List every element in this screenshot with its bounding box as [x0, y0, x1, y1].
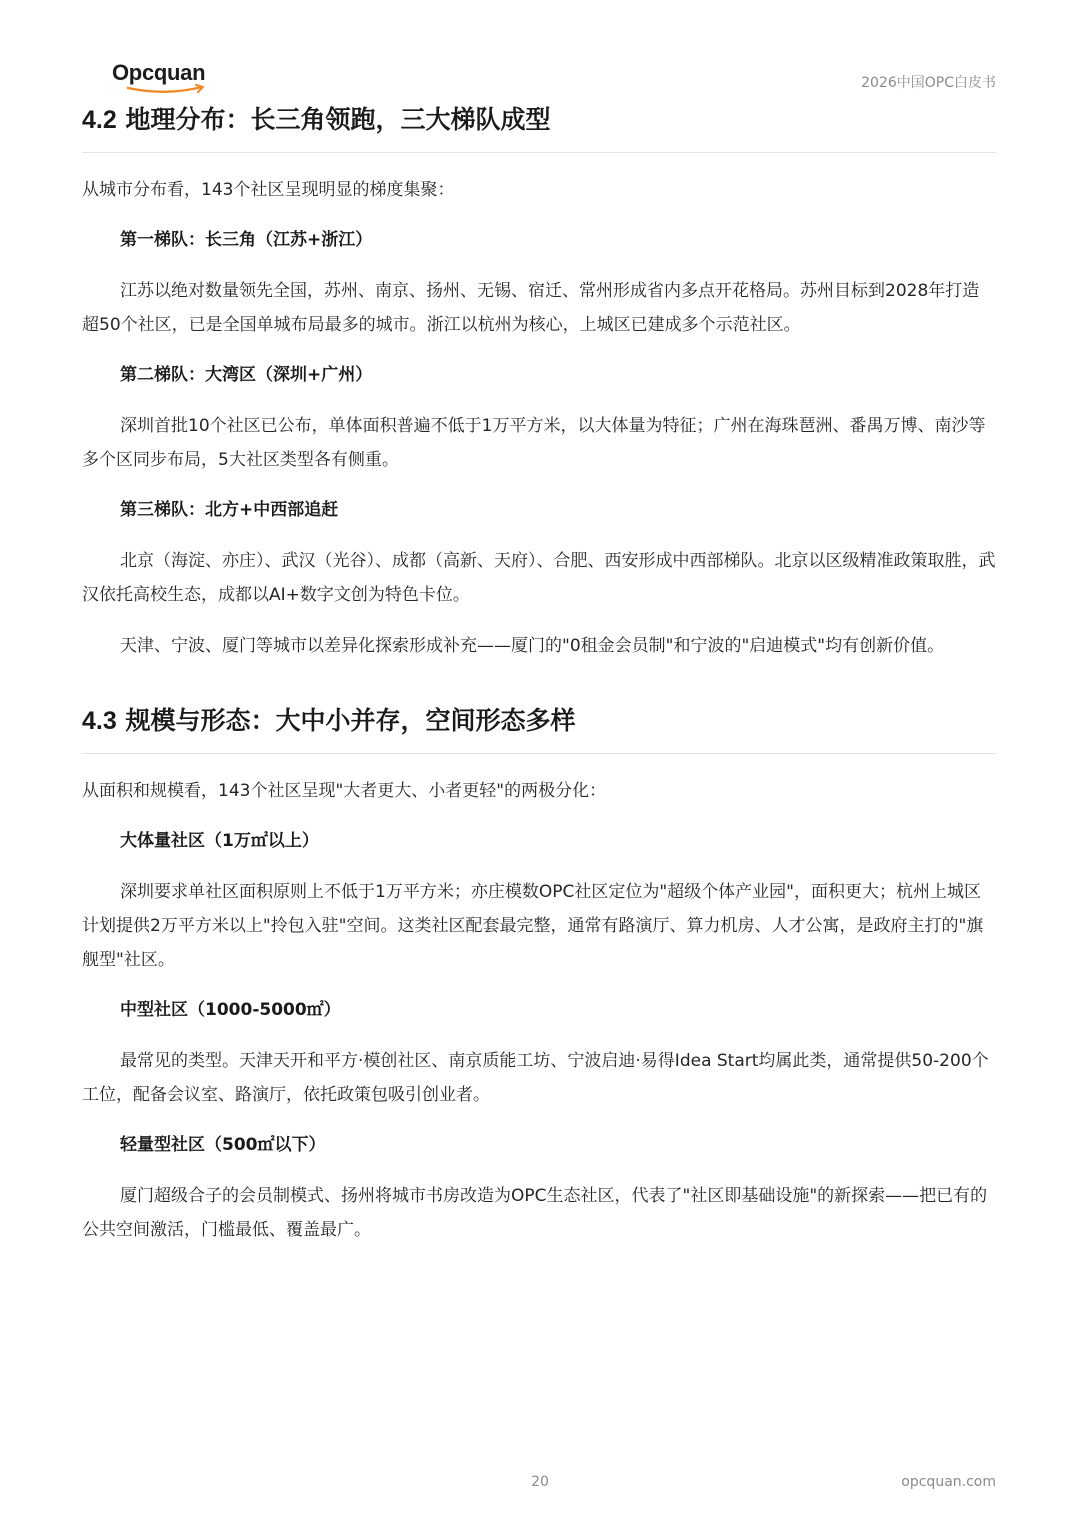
- section-title-text: 地理分布：长三角领跑，三大梯队成型: [125, 105, 551, 134]
- tier1-paragraph: 江苏以绝对数量领先全国，苏州、南京、扬州、无锡、宿迁、常州形成省内多点开花格局。苏州目标到2028年打造超50个社区，已是全国单城布局最多的城市。浙江以杭州为核心，上城区已建成多个示范社区。: [82, 281, 980, 335]
- tier2-paragraph: 深圳首批10个社区已公布，单体面积普遍不低于1万平方米，以大体量为特征；广州在海珠琶洲、番禺万博、南沙等多个区同步布局，5大社区类型各有侧重。: [82, 416, 986, 470]
- medium-community-paragraph: 最常见的类型。天津天开和平方·模创社区、南京质能工坊、宁波启迪·易得Idea Start均属此类，通常提供50-200个工位，配备会议室、路演厅，依托政策包吸引创业者。: [82, 1051, 989, 1105]
- footer-site-url: opcquan.com: [901, 1474, 996, 1490]
- logo-text: Opcquan: [112, 60, 206, 85]
- section-number: 4.3: [82, 707, 117, 735]
- small-community-paragraph: 厦门超级合子的会员制模式、扬州将城市书房改造为OPC生态社区，代表了"社区即基础设施"的新探索——把已有的公共空间激活，门槛最低、覆盖最广。: [82, 1186, 988, 1240]
- tier3-heading: 第三梯队：北方+中西部追赶: [120, 500, 339, 520]
- large-community-heading: 大体量社区（1万㎡以上）: [120, 831, 319, 851]
- page-content: [82, 100, 996, 1247]
- section-title-text: 规模与形态：大中小并存，空间形态多样: [125, 706, 576, 735]
- tier1-heading: 第一梯队：长三角（江苏+浙江）: [120, 230, 373, 250]
- section-intro: 从面积和规模看，143个社区呈现"大者更大、小者更轻"的两极分化：: [82, 781, 607, 801]
- page-header: [0, 0, 1080, 110]
- section-heading-4-2: [82, 100, 996, 153]
- document-title: 2026中国OPC白皮书: [861, 75, 996, 91]
- section-intro: 从城市分布看，143个社区呈现明显的梯度集聚：: [82, 180, 455, 200]
- small-community-heading: 轻量型社区（500㎡以下）: [120, 1135, 326, 1155]
- section-number: 4.2: [82, 106, 117, 134]
- large-community-paragraph: 深圳要求单社区面积原则上不低于1万平方米；亦庄模数OPC社区定位为"超级个体产业园"，面积更大；杭州上城区计划提供2万平方米以上"拎包入驻"空间。这类社区配套最完整，通常有路演厅、算力机房、人才公寓，是政府主打的"旗舰型"社区。: [82, 882, 984, 970]
- logo-swoosh-icon: [126, 84, 206, 96]
- other-cities-paragraph: 天津、宁波、厦门等城市以差异化探索形成补充——厦门的"0租金会员制"和宁波的"启迪模式"均有创新价值。: [120, 636, 945, 656]
- tier2-heading: 第二梯队：大湾区（深圳+广州）: [120, 365, 373, 385]
- page-number: 20: [531, 1474, 549, 1490]
- section-heading-4-3: [82, 701, 996, 754]
- medium-community-heading: 中型社区（1000-5000㎡）: [120, 1000, 341, 1020]
- tier3-paragraph: 北京（海淀、亦庄）、武汉（光谷）、成都（高新、天府）、合肥、西安形成中西部梯队。北京以区级精准政策取胜，武汉依托高校生态，成都以AI+数字文创为特色卡位。: [82, 551, 996, 605]
- opcquan-logo: [112, 60, 205, 94]
